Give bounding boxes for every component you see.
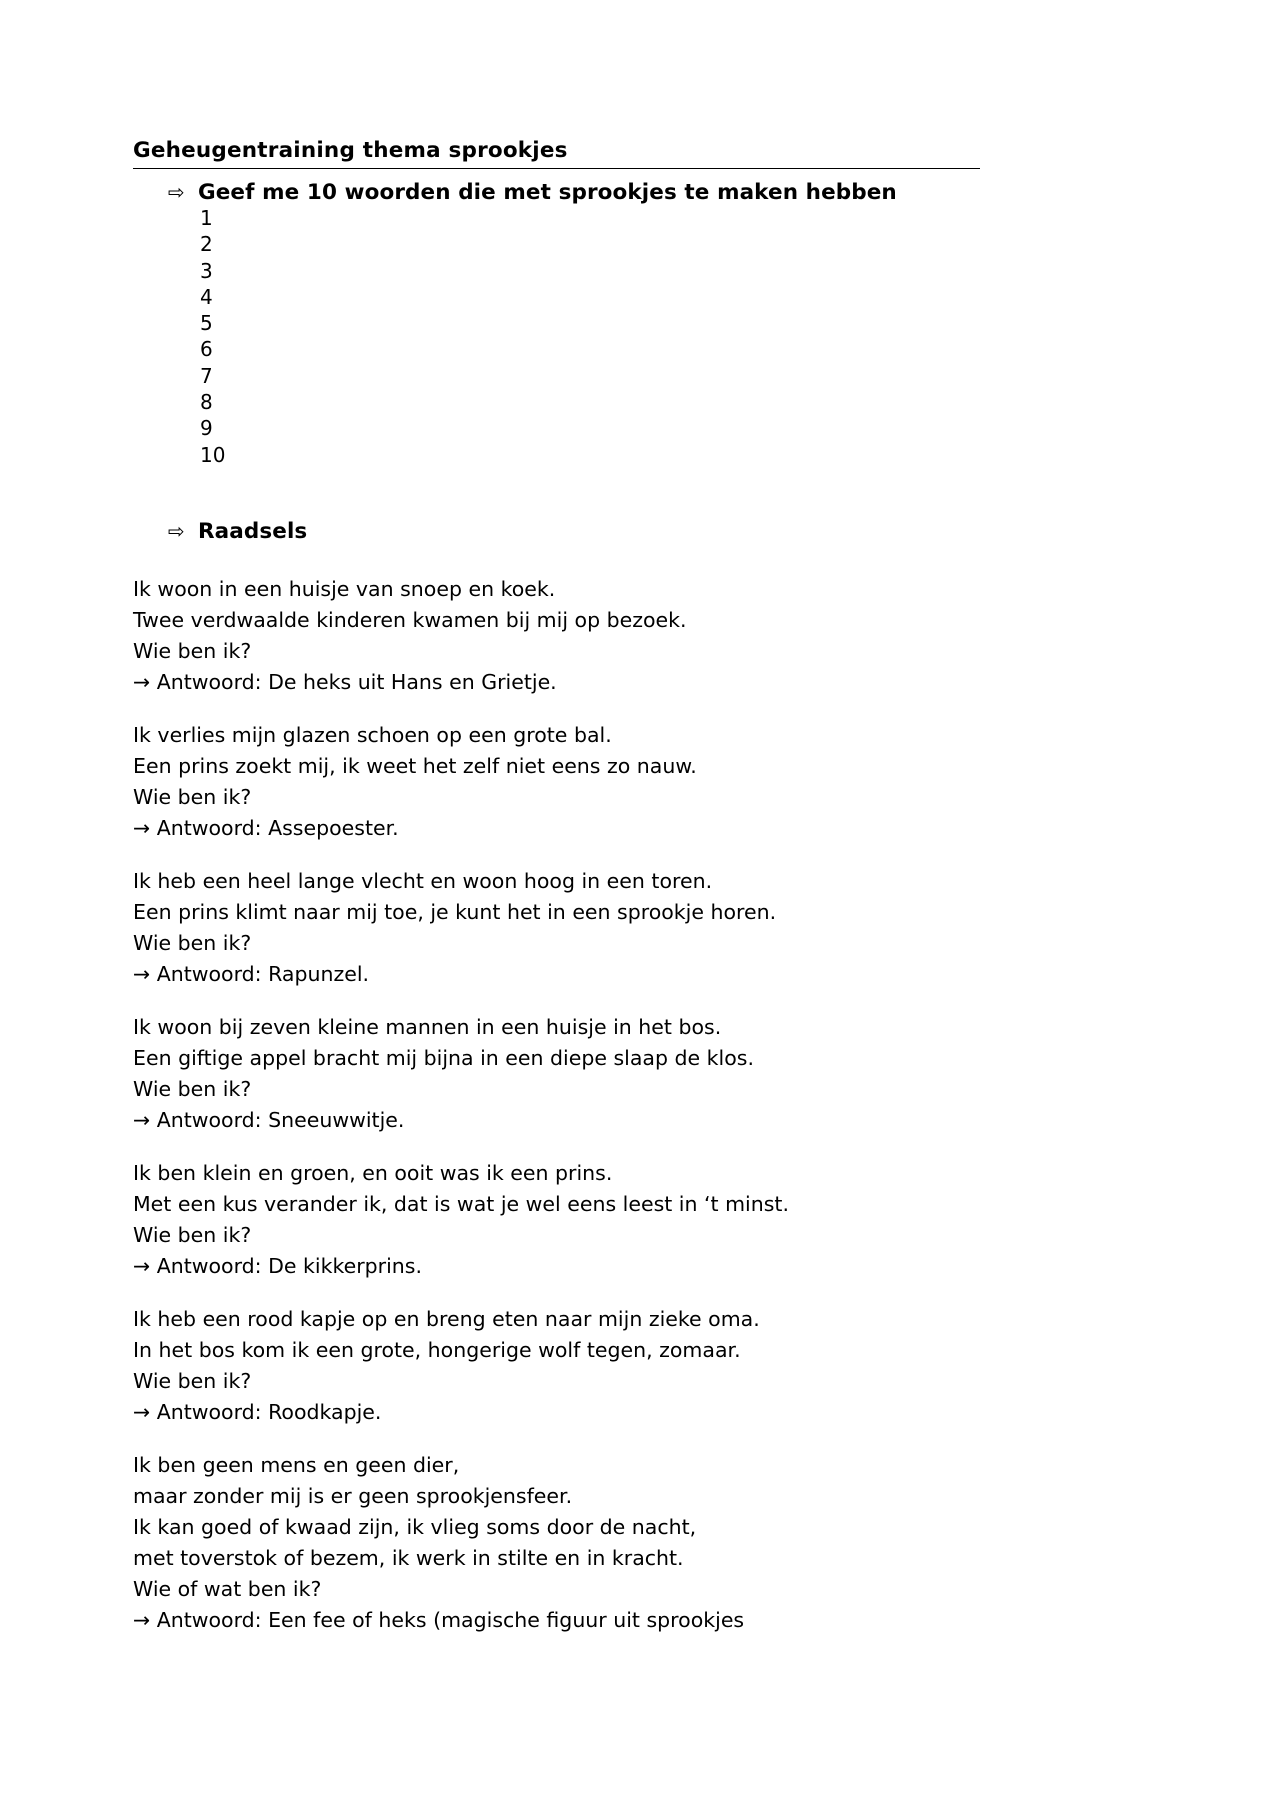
riddle-block	[133, 866, 1143, 990]
riddle-block	[133, 1158, 1143, 1282]
riddle-answer: → Antwoord: Roodkapje.	[133, 1400, 382, 1424]
riddle-line: Ik woon in een huisje van snoep en koek.	[133, 577, 556, 601]
arrow-right-icon: ⇨	[168, 519, 185, 543]
title-divider	[133, 168, 980, 169]
riddle-line: In het bos kom ik een grote, hongerige wolf tegen, zomaar.	[133, 1338, 741, 1362]
riddle-answer: → Antwoord: Rapunzel.	[133, 962, 370, 986]
riddle-line: Ik heb een rood kapje op en breng eten naar mijn zieke oma.	[133, 1307, 760, 1331]
riddle-answer: → Antwoord: Assepoester.	[133, 816, 399, 840]
riddle-question: Wie ben ik?	[133, 1369, 252, 1393]
list-item[interactable]: 10	[200, 442, 226, 467]
riddle-line: Een prins zoekt mij, ik weet het zelf niet eens zo nauw.	[133, 754, 697, 778]
riddle-line: Ik verlies mijn glazen schoen op een grote bal.	[133, 723, 612, 747]
list-item[interactable]: 2	[200, 232, 213, 257]
list-item[interactable]: 1	[200, 206, 213, 230]
riddles-section-heading	[168, 519, 307, 544]
arrow-right-icon: ⇨	[168, 180, 185, 204]
riddle-block	[133, 574, 1143, 698]
page-title: Geheugentraining thema sprookjes	[133, 138, 568, 163]
words-task-heading-label: Geef me 10 woorden die met sprookjes te maken hebben	[198, 180, 897, 205]
riddle-question: Wie ben ik?	[133, 1077, 252, 1101]
riddle-question: Wie ben ik?	[133, 931, 252, 955]
riddle-line: maar zonder mij is er geen sprookjensfeer.	[133, 1484, 573, 1508]
list-item[interactable]: 4	[200, 284, 213, 309]
riddle-line: met toverstok of bezem, ik werk in stilte en in kracht.	[133, 1546, 684, 1570]
document-header	[133, 138, 980, 169]
riddle-answer: → Antwoord: Een fee of heks (magische figuur uit sprookjes	[133, 1608, 745, 1632]
riddle-line: Ik ben klein en groen, en ooit was ik een prins.	[133, 1161, 613, 1185]
riddle-block	[133, 720, 1143, 844]
list-item[interactable]: 5	[200, 311, 213, 336]
riddle-question: Wie ben ik?	[133, 639, 252, 663]
words-answer-list	[200, 205, 225, 468]
riddle-line: Ik ben geen mens en geen dier,	[133, 1453, 460, 1477]
riddle-answer: → Antwoord: De kikkerprins.	[133, 1254, 422, 1278]
riddle-question: Wie ben ik?	[133, 785, 252, 809]
riddle-answer: → Antwoord: Sneeuwwitje.	[133, 1108, 405, 1132]
riddle-question: Wie ben ik?	[133, 1223, 252, 1247]
riddle-line: Met een kus verander ik, dat is wat je wel eens leest in ‘t minst.	[133, 1192, 789, 1216]
riddle-line: Een giftige appel bracht mij bijna in een diepe slaap de klos.	[133, 1046, 754, 1070]
riddle-line: Ik woon bij zeven kleine mannen in een huisje in het bos.	[133, 1015, 722, 1039]
list-item[interactable]: 8	[200, 390, 213, 415]
riddle-question: Wie of wat ben ik?	[133, 1577, 322, 1601]
words-task-heading	[168, 180, 897, 205]
riddle-answer: → Antwoord: De heks uit Hans en Grietje.	[133, 670, 557, 694]
riddle-block	[133, 1012, 1143, 1136]
list-item[interactable]: 6	[200, 337, 213, 362]
riddle-line: Ik kan goed of kwaad zijn, ik vlieg soms door de nacht,	[133, 1515, 697, 1539]
riddles-list	[133, 574, 1143, 1658]
riddle-line: Twee verdwaalde kinderen kwamen bij mij op bezoek.	[133, 608, 687, 632]
list-item[interactable]: 9	[200, 416, 213, 441]
riddle-block	[133, 1304, 1143, 1428]
list-item[interactable]: 7	[200, 363, 213, 388]
riddle-line: Ik heb een heel lange vlecht en woon hoog in een toren.	[133, 869, 713, 893]
riddle-block	[133, 1450, 1143, 1636]
list-item[interactable]: 3	[200, 258, 213, 283]
riddle-line: Een prins klimt naar mij toe, je kunt het in een sprookje horen.	[133, 900, 777, 924]
riddles-section-heading-label: Raadsels	[198, 519, 308, 544]
